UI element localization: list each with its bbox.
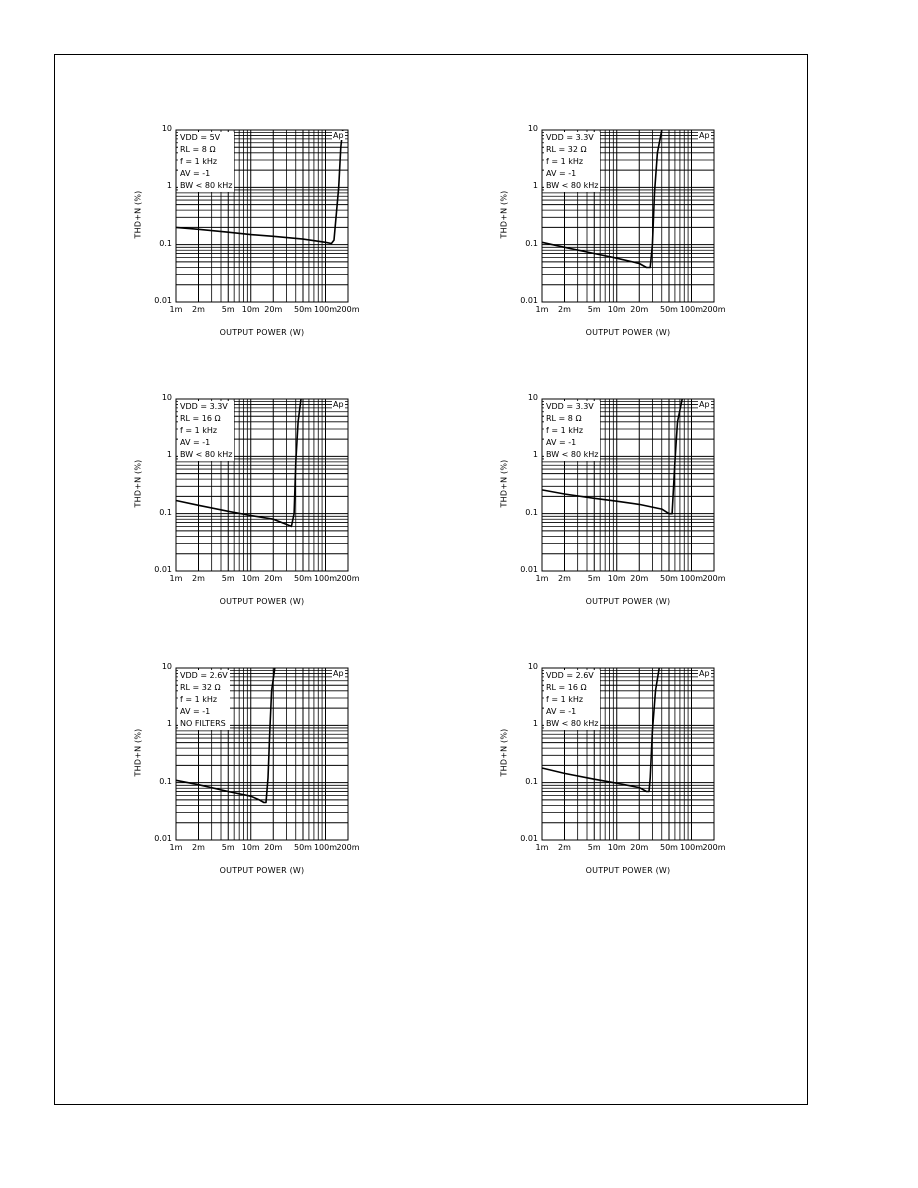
x-tick-label: 200m: [702, 305, 726, 314]
x-axis-title: OUTPUT POWER (W): [585, 866, 671, 875]
x-tick-label: 200m: [702, 574, 726, 583]
y-tick-label: 0.1: [159, 507, 172, 517]
legend-entry: NO FILTERS: [180, 719, 226, 728]
y-tick-label: 1: [532, 719, 538, 729]
ap-badge: Ap: [333, 131, 344, 140]
x-tick-label: 100m: [679, 843, 704, 852]
x-tick-label: 20m: [630, 574, 649, 583]
ap-badge: Ap: [333, 400, 344, 409]
legend-entry: AV = -1: [546, 438, 577, 447]
legend-entry: AV = -1: [180, 707, 211, 716]
x-tick-label: 50m: [293, 843, 312, 852]
y-tick-label: 10: [161, 393, 172, 402]
y-axis-title: THD+N (%): [133, 728, 143, 777]
legend: [178, 670, 230, 730]
y-tick-label: 0.1: [159, 238, 172, 248]
y-axis-title: THD+N (%): [499, 459, 509, 508]
chart-panel-1: [133, 120, 376, 350]
legend-entry: RL = 16 Ω: [180, 414, 221, 423]
x-tick-label: 10m: [241, 843, 260, 852]
legend-entry: VDD = 2.6V: [546, 671, 594, 680]
x-tick-label: 1m: [535, 305, 549, 314]
legend-entry: RL = 32 Ω: [546, 145, 587, 154]
x-tick-label: 100m: [679, 305, 704, 314]
legend-entry: f = 1 kHz: [180, 426, 218, 435]
y-tick-label: 1: [166, 181, 172, 191]
x-tick-label: 50m: [293, 305, 312, 314]
y-tick-label: 10: [527, 124, 538, 133]
ap-badge: Ap: [333, 669, 344, 678]
legend-entry: BW < 80 kHz: [180, 450, 233, 459]
x-tick-label: 2m: [192, 574, 205, 583]
x-tick-label: 5m: [587, 843, 601, 852]
x-tick-label: 2m: [558, 305, 571, 314]
legend-entry: f = 1 kHz: [546, 426, 584, 435]
legend-entry: f = 1 kHz: [180, 157, 218, 166]
y-tick-label: 0.1: [525, 507, 538, 517]
legend-entry: AV = -1: [180, 438, 211, 447]
chart-panel-5: [133, 658, 376, 888]
legend-entry: f = 1 kHz: [546, 695, 584, 704]
y-tick-label: 1: [166, 719, 172, 729]
x-tick-label: 10m: [607, 305, 626, 314]
legend-entry: VDD = 2.6V: [180, 671, 228, 680]
chart-plot-5: [133, 658, 368, 860]
chart-panel-3: [133, 389, 376, 619]
x-tick-label: 5m: [221, 843, 235, 852]
legend-entry: VDD = 3.3V: [546, 133, 594, 142]
x-axis-title: OUTPUT POWER (W): [585, 328, 671, 337]
chart-plot-3: [133, 389, 368, 591]
y-tick-label: 0.01: [154, 565, 172, 574]
x-tick-label: 100m: [679, 574, 704, 583]
y-tick-label: 0.01: [154, 834, 172, 843]
x-tick-label: 20m: [630, 843, 649, 852]
legend-entry: BW < 80 kHz: [546, 719, 599, 728]
x-tick-label: 50m: [659, 574, 678, 583]
y-tick-label: 0.1: [525, 238, 538, 248]
x-tick-label: 5m: [587, 305, 601, 314]
y-tick-label: 10: [527, 662, 538, 671]
y-axis-title: THD+N (%): [133, 459, 143, 508]
x-tick-label: 200m: [336, 305, 360, 314]
x-tick-label: 50m: [659, 843, 678, 852]
legend-entry: f = 1 kHz: [546, 157, 584, 166]
x-tick-label: 2m: [558, 843, 571, 852]
chart-panel-6: [499, 658, 742, 888]
legend: [544, 401, 600, 461]
y-tick-label: 0.01: [520, 565, 538, 574]
x-tick-label: 1m: [169, 843, 183, 852]
chart-panel-4: [499, 389, 742, 619]
x-tick-label: 1m: [169, 305, 183, 314]
legend: [544, 132, 600, 192]
x-tick-label: 200m: [336, 843, 360, 852]
x-tick-label: 1m: [535, 574, 549, 583]
x-tick-label: 5m: [587, 574, 601, 583]
chart-plot-6: [499, 658, 734, 860]
legend-entry: AV = -1: [546, 169, 577, 178]
x-tick-label: 200m: [702, 843, 726, 852]
x-tick-label: 200m: [336, 574, 360, 583]
legend: [178, 132, 234, 192]
legend-entry: BW < 80 kHz: [546, 181, 599, 190]
ap-badge: Ap: [699, 669, 710, 678]
x-tick-label: 1m: [169, 574, 183, 583]
y-axis-title: THD+N (%): [499, 728, 509, 777]
x-tick-label: 20m: [264, 574, 283, 583]
legend-entry: RL = 16 Ω: [546, 683, 587, 692]
legend-entry: AV = -1: [180, 169, 211, 178]
y-tick-label: 1: [532, 450, 538, 460]
x-tick-label: 10m: [241, 574, 260, 583]
legend-entry: RL = 8 Ω: [546, 414, 582, 423]
y-tick-label: 0.1: [525, 776, 538, 786]
y-axis-title: THD+N (%): [133, 190, 143, 239]
legend-entry: VDD = 3.3V: [546, 402, 594, 411]
x-tick-label: 100m: [313, 574, 338, 583]
legend-entry: BW < 80 kHz: [180, 181, 233, 190]
x-tick-label: 2m: [558, 574, 571, 583]
legend-entry: AV = -1: [546, 707, 577, 716]
x-axis-title: OUTPUT POWER (W): [219, 866, 305, 875]
y-tick-label: 0.01: [520, 834, 538, 843]
x-tick-label: 1m: [535, 843, 549, 852]
legend-entry: VDD = 3.3V: [180, 402, 228, 411]
legend: [544, 670, 600, 730]
x-tick-label: 50m: [659, 305, 678, 314]
x-tick-label: 10m: [241, 305, 260, 314]
legend-entry: RL = 8 Ω: [180, 145, 216, 154]
x-tick-label: 100m: [313, 843, 338, 852]
chart-plot-1: [133, 120, 368, 322]
x-tick-label: 10m: [607, 843, 626, 852]
x-axis-title: OUTPUT POWER (W): [219, 597, 305, 606]
x-axis-title: OUTPUT POWER (W): [219, 328, 305, 337]
x-tick-label: 20m: [264, 305, 283, 314]
chart-plot-2: [499, 120, 734, 322]
y-tick-label: 1: [166, 450, 172, 460]
y-tick-label: 1: [532, 181, 538, 191]
x-tick-label: 2m: [192, 305, 205, 314]
legend-entry: BW < 80 kHz: [546, 450, 599, 459]
y-tick-label: 10: [527, 393, 538, 402]
y-tick-label: 10: [161, 662, 172, 671]
x-tick-label: 5m: [221, 574, 235, 583]
x-tick-label: 20m: [630, 305, 649, 314]
legend-entry: f = 1 kHz: [180, 695, 218, 704]
y-tick-label: 0.1: [159, 776, 172, 786]
legend: [178, 401, 234, 461]
x-tick-label: 20m: [264, 843, 283, 852]
x-tick-label: 50m: [293, 574, 312, 583]
chart-plot-4: [499, 389, 734, 591]
x-tick-label: 10m: [607, 574, 626, 583]
legend-entry: RL = 32 Ω: [180, 683, 221, 692]
x-tick-label: 100m: [313, 305, 338, 314]
y-tick-label: 0.01: [520, 296, 538, 305]
x-axis-title: OUTPUT POWER (W): [585, 597, 671, 606]
y-axis-title: THD+N (%): [499, 190, 509, 239]
y-tick-label: 0.01: [154, 296, 172, 305]
ap-badge: Ap: [699, 131, 710, 140]
chart-panel-2: [499, 120, 742, 350]
x-tick-label: 2m: [192, 843, 205, 852]
x-tick-label: 5m: [221, 305, 235, 314]
y-tick-label: 10: [161, 124, 172, 133]
legend-entry: VDD = 5V: [180, 133, 221, 142]
ap-badge: Ap: [699, 400, 710, 409]
